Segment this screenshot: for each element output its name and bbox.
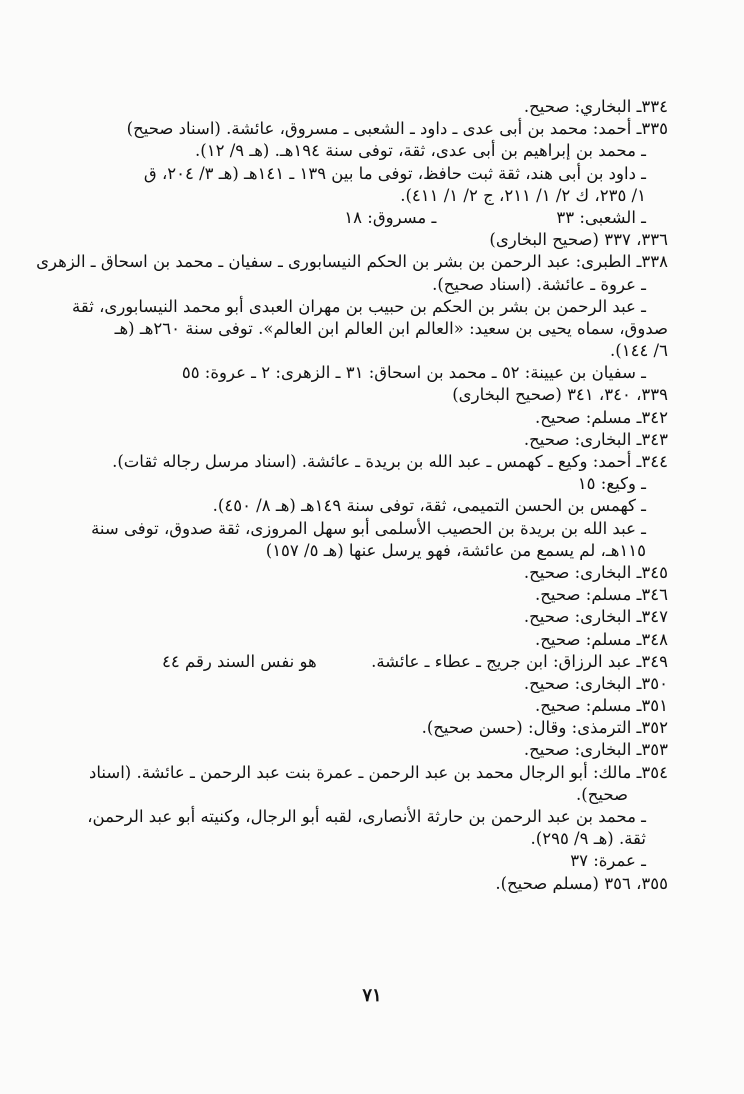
text-line: ـ عروة ـ عائشة. (اسناد صحيح). xyxy=(432,274,646,294)
text-line: ٣٤٧ـ البخارى: صحيح. xyxy=(523,607,668,627)
text-line: ٣٤٤ـ أحمد: وكيع ـ كهمس ـ عبد الله بن بريدة ـ عائشة. (اسناد مرسل رجاله ثقات). xyxy=(112,452,668,471)
text-line: ٣٥٣ـ البخارى: صحيح. xyxy=(523,740,668,760)
text-line xyxy=(72,651,668,673)
text-line: ٣٤٥ـ البخارى: صحيح. xyxy=(523,562,668,582)
narrator-ref: ـ مسروق: ١٨ xyxy=(344,207,437,227)
text-line: ٣٣٥ـ أحمد: محمد بن أبى عدى ـ داود ـ الشعبى ـ مسروق، عائشة. (اسناد صحيح) xyxy=(126,119,668,139)
text-line: ٣٥٢ـ الترمذى: وقال: (حسن صحيح). xyxy=(421,718,668,738)
text-line: صدوق، سماه يحيى بن سعيد: «العالم ابن العالم ابن العالم». توفى سنة ٢٦٠هـ (هـ xyxy=(114,318,668,338)
text-line: ـ وكيع: ١٥ xyxy=(577,474,646,494)
text-line: ٣٥٤ـ مالك: أبو الرجال محمد بن عبد الرحمن ـ عمرة بنت عبد الرحمن ـ عائشة. (اسناد xyxy=(89,762,668,782)
text-line: ٣٣٤ـ البخاري: صحيح. xyxy=(523,97,668,116)
text-line: ـ عمرة: ٣٧ xyxy=(570,851,646,871)
text-line: ـ داود بن أبى هند، ثقة ثبت حافظ، توفى ما بين ١٣٩ ـ ١٤١هـ (هـ ٣/ ٢٠٤، ق xyxy=(143,163,646,183)
page-number: ٧١ xyxy=(362,985,382,1006)
text-line: ٣٣٦، ٣٣٧ (صحيح البخارى) xyxy=(489,230,668,250)
text-line: ١/ ٢٣٥، ك ٢/ ١/ ٢١١، ج ٢/ ١/ ٤١١). xyxy=(400,185,646,205)
text-line: ـ عبد الله بن بريدة بن الحصيب الأسلمى أبو سهل المروزى، ثقة صدوق، توفى سنة xyxy=(91,518,646,538)
text-line: ثقة. (هـ ٩/ ٢٩٥). xyxy=(530,829,646,849)
text-line: ٣٤٢ـ مسلم: صحيح. xyxy=(534,407,668,427)
text-line: ٣٤٨ـ مسلم: صحيح. xyxy=(534,629,668,649)
text-line xyxy=(72,207,668,229)
text-line: ـ كهمس بن الحسن التميمى، ثقة، توفى سنة ١٤٩هـ (هـ ٨/ ٤٥٠). xyxy=(212,496,646,516)
text-line: ٣٥٥، ٣٥٦ (مسلم صحيح). xyxy=(495,873,668,893)
text-line: ـ محمد بن إبراهيم بن أبى عدى، ثقة، توفى سنة ١٩٤هـ. (هـ ٩/ ١٢). xyxy=(195,141,646,161)
text-line: ٣٥٠ـ البخارى: صحيح. xyxy=(523,673,668,693)
text-line: صحيح). xyxy=(576,784,628,804)
text-line: ٣٤٣ـ البخارى: صحيح. xyxy=(523,429,668,449)
text-line: ٦/ ١٤٤). xyxy=(610,341,668,361)
text-line: ـ محمد بن عبد الرحمن بن حارثة الأنصارى، لقبه أبو الرجال، وكنيته أبو عبد الرحمن، xyxy=(87,807,646,826)
text-line: ـ سفيان بن عيينة: ٥٢ ـ محمد بن اسحاق: ٣١ ـ الزهرى: ٢ ـ عروة: ٥٥ xyxy=(181,363,646,383)
text-line: ٣٣٩، ٣٤٠، ٣٤١ (صحيح البخارى) xyxy=(452,385,668,405)
page-body xyxy=(36,96,668,895)
text-line: ٣٤٦ـ مسلم: صحيح. xyxy=(534,585,668,605)
text-line: ١١٥هـ، لم يسمع من عائشة، فهو يرسل عنها (هـ ٥/ ١٥٧) xyxy=(265,540,646,560)
isnad-entry: ٣٤٩ـ عبد الرزاق: ابن جريج ـ عطاء ـ عائشة. xyxy=(371,651,668,671)
narrator-ref: ـ الشعبى: ٣٣ xyxy=(556,207,646,227)
text-line: ٣٣٨ـ الطبرى: عبد الرحمن بن بشر بن الحكم النيسابورى ـ سفيان ـ محمد بن اسحاق ـ الزهرى xyxy=(36,252,668,272)
isnad-note: هو نفس السند رقم ٤٤ xyxy=(162,651,317,671)
text-line: ـ عبد الرحمن بن بشر بن الحكم بن حبيب بن مهران العبدى أبو محمد النيسابورى، ثقة xyxy=(72,296,646,316)
text-line: ٣٥١ـ مسلم: صحيح. xyxy=(534,696,668,716)
